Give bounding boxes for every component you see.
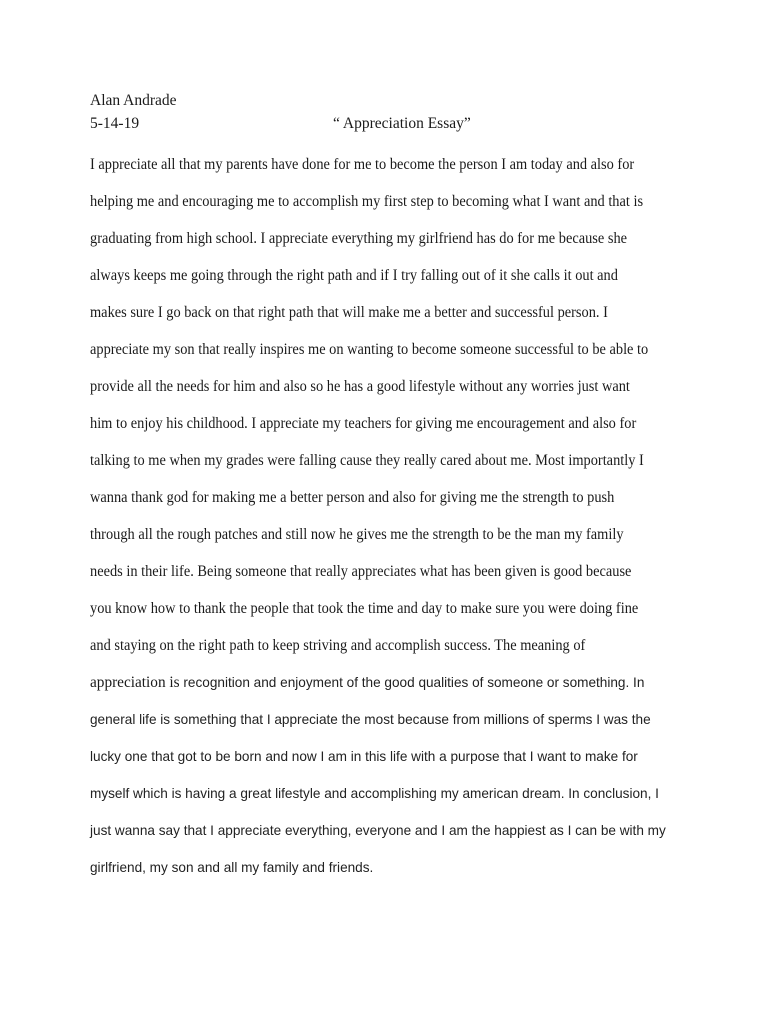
body-line: helping me and encouraging me to accomplish my first step to becoming what I want and that is <box>90 193 644 210</box>
body-line-sans-part: recognition and enjoyment of the good qualities of someone or something. In <box>179 675 645 690</box>
body-line: and staying on the right path to keep striving and accomplish success. The meaning of <box>90 637 586 654</box>
body-line: girlfriend, my son and all my family and friends. <box>90 860 374 875</box>
body-line: general life is something that I appreciate the most because from millions of sperms I was the <box>90 712 651 727</box>
body-line: myself which is having a great lifestyle and accomplishing my american dream. In conclusion, I <box>90 786 659 801</box>
author-name: Alan Andrade <box>90 92 177 109</box>
body-line: through all the rough patches and still now he gives me the strength to be the man my family <box>90 526 624 543</box>
body-line: graduating from high school. I appreciate everything my girlfriend has do for me because she <box>90 230 628 247</box>
body-line: lucky one that got to be born and now I am in this life with a purpose that I want to make for <box>90 749 638 764</box>
body-line: wanna thank god for making me a better person and also for giving me the strength to push <box>90 489 615 506</box>
body-line: I appreciate all that my parents have done for me to become the person I am today and also for <box>90 156 635 173</box>
body-line: just wanna say that I appreciate everything, everyone and I am the happiest as I can be with my <box>90 823 666 838</box>
body-line: you know how to thank the people that took the time and day to make sure you were doing fine <box>90 600 639 617</box>
body-line-mixed <box>90 674 644 692</box>
body-line: needs in their life. Being someone that really appreciates what has been given is good because <box>90 563 632 580</box>
body-line: provide all the needs for him and also so he has a good lifestyle without any worries just want <box>90 378 630 395</box>
body-line: always keeps me going through the right path and if I try falling out of it she calls it out and <box>90 267 618 284</box>
body-line-serif-part: appreciation is <box>90 674 180 691</box>
body-line: talking to me when my grades were falling cause they really cared about me. Most importantly I <box>90 452 644 469</box>
essay-title: “ Appreciation Essay” <box>333 115 471 132</box>
body-line: makes sure I go back on that right path that will make me a better and successful person. I <box>90 304 608 321</box>
essay-date: 5-14-19 <box>90 115 140 132</box>
body-line: him to enjoy his childhood. I appreciate my teachers for giving me encouragement and also for <box>90 415 637 432</box>
body-line: appreciate my son that really inspires me on wanting to become someone successful to be able to <box>90 341 649 358</box>
